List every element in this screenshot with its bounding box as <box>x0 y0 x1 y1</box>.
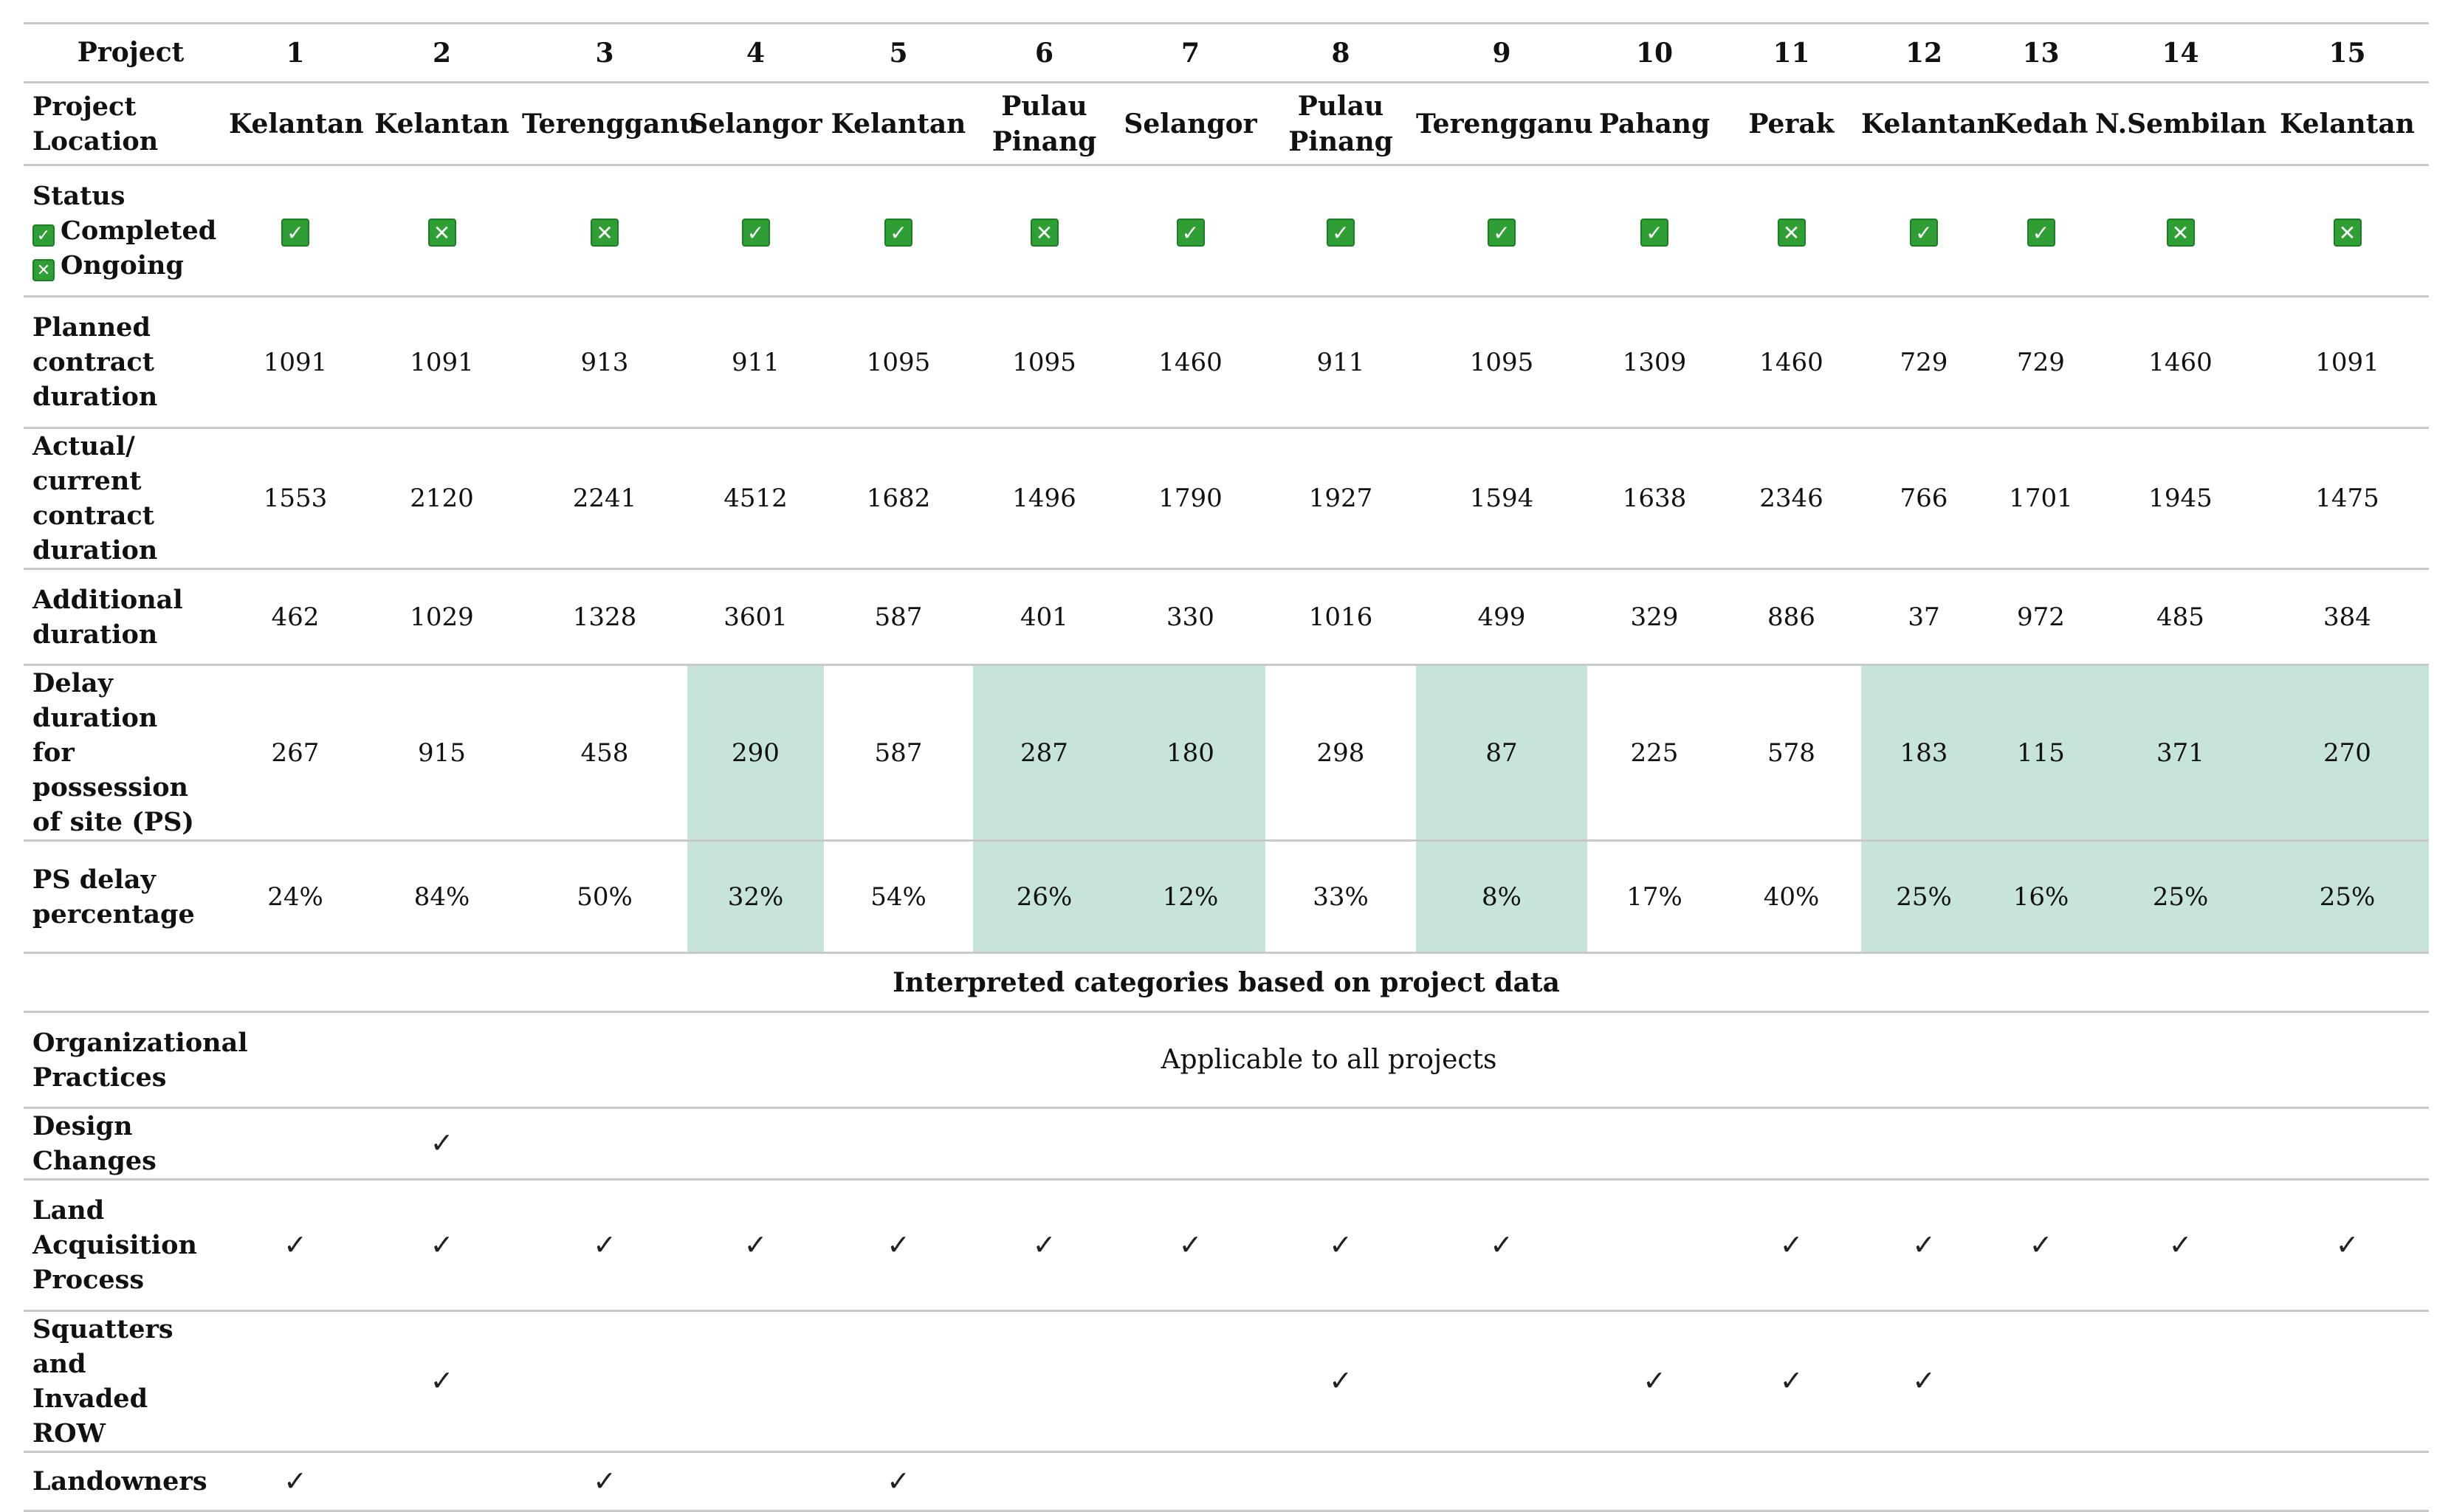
project-number: 2 <box>432 37 452 69</box>
squatters-cell <box>1416 1311 1587 1452</box>
project-location: Kelantan <box>831 108 966 140</box>
org-practices-merged-cell: Applicable to all projects <box>1161 1044 1497 1075</box>
checkbox-checked-icon: ✓ <box>281 219 309 247</box>
project-location: Pahang <box>1598 108 1711 140</box>
project-location: Selangor <box>1124 108 1257 140</box>
actual-duration-cell: 4512 <box>723 484 788 513</box>
additional-duration-cell: 1328 <box>572 602 637 632</box>
delay-ps-cell: 290 <box>687 665 824 841</box>
land-acquisition-cell <box>362 1180 522 1311</box>
project-number: 4 <box>746 37 766 69</box>
squatters-cell <box>229 1311 362 1452</box>
project-location: Terengganu <box>522 108 699 140</box>
planned-duration-row <box>24 297 2429 428</box>
checkmark-icon: ✓ <box>887 1228 910 1261</box>
land-acquisition-cell <box>2266 1180 2429 1311</box>
land-acquisition-cell <box>1861 1180 1987 1311</box>
delay-ps-cell: 183 <box>1861 665 1987 841</box>
status-row <box>24 165 2429 297</box>
planned-duration-cell: 911 <box>732 347 780 377</box>
project-location: Perak <box>1748 108 1835 140</box>
checkbox-checked-icon: ✓ <box>742 219 770 247</box>
landowners-cell <box>824 1452 973 1511</box>
additional-duration-label <box>24 569 229 665</box>
checkbox-checked-icon: ✓ <box>1177 219 1205 247</box>
actual-duration-cell: 1553 <box>263 484 328 513</box>
legend-completed <box>32 213 229 248</box>
status-cell <box>824 165 973 297</box>
actual-duration-label <box>24 428 229 569</box>
location-row <box>24 83 2429 165</box>
land-acquisition-row <box>24 1180 2429 1311</box>
landowners-cell <box>1416 1452 1587 1511</box>
landowners-cell <box>362 1452 522 1511</box>
additional-duration-cell: 1029 <box>410 602 474 632</box>
planned-duration-cell: 1460 <box>1759 347 1823 377</box>
project-location: Kelantan <box>229 108 364 140</box>
design-changes-cell <box>1987 1108 2095 1180</box>
project-location: Pulau Pinang <box>991 90 1097 157</box>
status-cell <box>2095 165 2266 297</box>
project-location: Pulau Pinang <box>1288 90 1393 157</box>
label-line: Invaded ROW <box>32 1384 148 1449</box>
checkbox-checked-icon: ✓ <box>1640 219 1668 247</box>
label-line: for possession <box>32 738 188 803</box>
checkbox-cross-icon: ✕ <box>2334 219 2362 247</box>
status-cell <box>687 165 824 297</box>
land-acquisition-cell <box>1722 1180 1861 1311</box>
land-acquisition-cell <box>1416 1180 1587 1311</box>
checkmark-icon: ✓ <box>2168 1228 2193 1261</box>
checkmark-icon: ✓ <box>887 1464 910 1497</box>
checkbox-checked-icon: ✓ <box>2027 219 2055 247</box>
checkmark-icon: ✓ <box>1643 1364 1666 1397</box>
planned-duration-cell: 1309 <box>1622 347 1687 377</box>
actual-duration-cell: 1701 <box>2009 484 2073 513</box>
checkmark-icon: ✓ <box>430 1364 454 1397</box>
land-acquisition-cell <box>973 1180 1116 1311</box>
ps-percentage-cell: 17% <box>1626 882 1682 912</box>
actual-duration-cell: 1682 <box>866 484 931 513</box>
project-number: 1 <box>286 37 305 69</box>
project-number: 8 <box>1331 37 1350 69</box>
project-delay-table-container <box>24 22 2429 1512</box>
actual-duration-cell: 1927 <box>1308 484 1373 513</box>
land-acquisition-cell <box>687 1180 824 1311</box>
landowners-cell <box>2095 1452 2266 1511</box>
label-line: duration <box>32 619 158 650</box>
project-location: Kelantan <box>374 108 509 140</box>
project-number: 10 <box>1635 37 1674 69</box>
status-cell <box>229 165 362 297</box>
legend-ongoing-label: Ongoing <box>61 250 184 281</box>
label-line: duration <box>32 382 158 412</box>
delay-ps-cell: 270 <box>2266 665 2429 841</box>
checkmark-icon: ✓ <box>1032 1228 1056 1261</box>
additional-duration-cell: 330 <box>1166 602 1214 632</box>
project-location: Kelantan <box>1861 108 1996 140</box>
checkmark-icon: ✓ <box>1779 1228 1804 1261</box>
landowners-cell <box>2266 1452 2429 1511</box>
legend-completed-label: Completed <box>61 216 217 246</box>
additional-duration-cell: 485 <box>2156 602 2204 632</box>
design-changes-cell <box>2266 1108 2429 1180</box>
ps-percentage-cell: 50% <box>577 882 633 912</box>
ps-percentage-label <box>24 841 229 953</box>
ps-percentage-cell: 32% <box>687 841 824 953</box>
actual-duration-row <box>24 428 2429 569</box>
checkmark-icon: ✓ <box>1912 1228 1936 1261</box>
additional-duration-row <box>24 569 2429 665</box>
checkmark-icon: ✓ <box>593 1228 616 1261</box>
label-line: Additional <box>32 584 183 615</box>
checkmark-icon: ✓ <box>430 1127 454 1159</box>
delay-ps-cell: 87 <box>1416 665 1587 841</box>
actual-duration-cell: 2241 <box>572 484 637 513</box>
project-location: Selangor <box>689 108 822 140</box>
design-changes-cell <box>1416 1108 1587 1180</box>
delay-ps-cell: 287 <box>973 665 1116 841</box>
actual-duration-cell: 1496 <box>1012 484 1076 513</box>
label-line: Organizational <box>32 1027 248 1058</box>
planned-duration-cell: 1460 <box>1158 347 1223 377</box>
planned-duration-cell: 1460 <box>2148 347 2213 377</box>
checkbox-cross-icon: ✕ <box>1778 219 1806 247</box>
design-changes-cell <box>2095 1108 2266 1180</box>
land-acquisition-cell <box>1587 1180 1722 1311</box>
squatters-cell <box>973 1311 1116 1452</box>
delay-ps-cell: 915 <box>418 738 466 768</box>
squatters-row <box>24 1311 2429 1452</box>
design-changes-cell <box>522 1108 687 1180</box>
project-number: 11 <box>1773 37 1810 69</box>
ps-percentage-cell: 25% <box>2095 841 2266 953</box>
label-line: Practices <box>32 1062 167 1093</box>
checkmark-icon: ✓ <box>1490 1228 1513 1261</box>
planned-duration-cell: 729 <box>1900 347 1948 377</box>
squatters-cell <box>2095 1311 2266 1452</box>
landowners-cell <box>1587 1452 1722 1511</box>
project-location: N.Sembilan <box>2095 108 2267 140</box>
planned-duration-cell: 1091 <box>410 347 474 377</box>
label-line: Delay duration <box>32 668 158 733</box>
additional-duration-cell: 1016 <box>1308 602 1373 632</box>
planned-duration-cell: 729 <box>2017 347 2065 377</box>
landowners-cell <box>973 1452 1116 1511</box>
design-changes-cell <box>687 1108 824 1180</box>
delay-ps-cell: 578 <box>1767 738 1815 768</box>
status-cell <box>1587 165 1722 297</box>
squatters-cell <box>522 1311 687 1452</box>
actual-duration-cell: 1475 <box>2315 484 2379 513</box>
checkbox-cross-icon: ✕ <box>428 219 456 247</box>
design-changes-cell <box>1265 1108 1416 1180</box>
ps-percentage-cell: 84% <box>413 882 470 912</box>
delay-ps-label <box>24 665 229 841</box>
landowners-cell <box>1861 1452 1987 1511</box>
planned-duration-cell: 1095 <box>1469 347 1534 377</box>
categories-caption-row <box>24 953 2429 1012</box>
project-location: Kedah <box>1993 108 2089 140</box>
landowners-cell <box>1987 1452 2095 1511</box>
label-line: Squatters and <box>32 1314 173 1379</box>
checkmark-icon: ✓ <box>2335 1228 2359 1261</box>
checkmark-icon: ✓ <box>1779 1364 1804 1397</box>
landowners-label: Landowners <box>32 1466 207 1496</box>
checkmark-icon: ✓ <box>1178 1228 1203 1261</box>
org-practices-label <box>24 1012 248 1108</box>
additional-duration-cell: 384 <box>2323 602 2371 632</box>
land-acquisition-cell <box>1987 1180 2095 1311</box>
delay-ps-cell: 180 <box>1116 665 1265 841</box>
delay-ps-cell: 115 <box>1987 665 2095 841</box>
squatters-cell <box>2266 1311 2429 1452</box>
status-label-cell <box>24 165 229 297</box>
checkbox-cross-icon: ✕ <box>32 259 55 281</box>
project-number: 9 <box>1492 37 1511 69</box>
delay-ps-cell: 458 <box>580 738 629 768</box>
squatters-cell <box>687 1311 824 1452</box>
landowners-cell <box>229 1452 362 1511</box>
land-acquisition-cell <box>2095 1180 2266 1311</box>
status-cell <box>522 165 687 297</box>
status-cell <box>1722 165 1861 297</box>
planned-duration-cell: 1091 <box>2315 347 2379 377</box>
actual-duration-cell: 2346 <box>1759 484 1823 513</box>
design-changes-cell <box>1116 1108 1265 1180</box>
land-acquisition-label <box>24 1180 229 1311</box>
status-cell <box>973 165 1116 297</box>
ps-percentage-cell: 40% <box>1763 882 1820 912</box>
planned-duration-cell: 911 <box>1316 347 1365 377</box>
delay-ps-cell: 371 <box>2095 665 2266 841</box>
ps-percentage-cell: 33% <box>1313 882 1369 912</box>
ps-percentage-cell: 54% <box>870 882 927 912</box>
squatters-cell <box>824 1311 973 1452</box>
project-number: 3 <box>595 37 614 69</box>
project-delay-table <box>24 22 2429 1512</box>
planned-duration-label <box>24 297 229 428</box>
ps-percentage-cell: 24% <box>267 882 323 912</box>
checkmark-icon: ✓ <box>1329 1364 1352 1397</box>
project-number: 14 <box>2162 37 2199 69</box>
project-number: 6 <box>1034 37 1054 69</box>
additional-duration-cell: 972 <box>2017 602 2065 632</box>
design-changes-label: Design Changes <box>32 1111 157 1176</box>
project-number: 15 <box>2328 37 2366 69</box>
design-changes-row <box>24 1108 2429 1180</box>
checkbox-cross-icon: ✕ <box>2167 219 2195 247</box>
checkmark-icon: ✓ <box>283 1464 307 1497</box>
project-number: 12 <box>1905 37 1943 69</box>
actual-duration-cell: 1945 <box>2148 484 2213 513</box>
squatters-cell <box>1587 1311 1722 1452</box>
checkmark-icon: ✓ <box>2029 1228 2053 1261</box>
checkmark-icon: ✓ <box>743 1228 768 1261</box>
label-line: PS delay <box>32 864 156 895</box>
checkbox-checked-icon: ✓ <box>1327 219 1355 247</box>
status-cell <box>362 165 522 297</box>
delay-ps-cell: 225 <box>1630 738 1679 768</box>
actual-duration-cell: 766 <box>1900 484 1948 513</box>
org-practices-row <box>24 1012 2429 1108</box>
label-line: of site (PS) <box>32 807 194 837</box>
ps-percentage-cell: 12% <box>1116 841 1265 953</box>
status-label: Status <box>32 181 126 211</box>
label-line: Process <box>32 1265 145 1295</box>
squatters-cell <box>1722 1311 1861 1452</box>
checkbox-checked-icon: ✓ <box>884 219 912 247</box>
land-acquisition-cell <box>229 1180 362 1311</box>
planned-duration-cell: 913 <box>580 347 629 377</box>
checkmark-icon: ✓ <box>283 1228 307 1261</box>
planned-duration-cell: 1091 <box>263 347 328 377</box>
landowners-cell <box>522 1452 687 1511</box>
planned-duration-cell: 1095 <box>1012 347 1076 377</box>
ps-percentage-row <box>24 841 2429 953</box>
additional-duration-cell: 587 <box>874 602 923 632</box>
label-line: duration <box>32 535 158 566</box>
delay-ps-cell: 298 <box>1316 738 1365 768</box>
status-cell <box>1861 165 1987 297</box>
ps-percentage-cell: 16% <box>1987 841 2095 953</box>
label-line: Planned <box>32 312 151 343</box>
actual-duration-cell: 1638 <box>1622 484 1687 513</box>
checkbox-cross-icon: ✕ <box>1031 219 1059 247</box>
label-line: contract <box>32 501 154 531</box>
design-changes-cell <box>362 1108 522 1180</box>
additional-duration-cell: 3601 <box>723 602 788 632</box>
squatters-cell <box>1116 1311 1265 1452</box>
status-cell <box>1116 165 1265 297</box>
additional-duration-cell: 462 <box>271 602 320 632</box>
ps-percentage-cell: 25% <box>1861 841 1987 953</box>
delay-ps-cell: 267 <box>271 738 320 768</box>
delay-ps-cell: 587 <box>874 738 923 768</box>
project-number: 13 <box>2022 37 2060 69</box>
landowners-cell <box>687 1452 824 1511</box>
checkbox-checked-icon: ✓ <box>1488 219 1516 247</box>
squatters-cell <box>1861 1311 1987 1452</box>
ps-percentage-cell: 8% <box>1416 841 1587 953</box>
land-acquisition-cell <box>522 1180 687 1311</box>
landowners-row <box>24 1452 2429 1511</box>
project-number: 7 <box>1180 37 1200 69</box>
actual-duration-cell: 1594 <box>1469 484 1534 513</box>
design-changes-cell <box>1722 1108 1861 1180</box>
design-changes-cell <box>824 1108 973 1180</box>
label-line: contract <box>32 347 154 377</box>
label-line: Acquisition <box>32 1230 197 1260</box>
design-changes-cell <box>973 1108 1116 1180</box>
ps-percentage-cell: 25% <box>2266 841 2429 953</box>
planned-duration-cell: 1095 <box>866 347 931 377</box>
actual-duration-cell: 1790 <box>1158 484 1223 513</box>
checkmark-icon: ✓ <box>1329 1228 1352 1261</box>
project-location: Terengganu <box>1416 108 1593 140</box>
actual-duration-cell: 2120 <box>410 484 474 513</box>
status-cell <box>1416 165 1587 297</box>
project-header-label: Project <box>77 37 185 68</box>
additional-duration-cell: 886 <box>1767 602 1815 632</box>
checkbox-checked-icon: ✓ <box>1910 219 1938 247</box>
additional-duration-cell: 37 <box>1908 602 1940 632</box>
land-acquisition-cell <box>1265 1180 1416 1311</box>
status-cell <box>1265 165 1416 297</box>
categories-caption: Interpreted categories based on project data <box>893 966 1560 998</box>
design-changes-cell <box>1587 1108 1722 1180</box>
project-number: 5 <box>889 37 908 69</box>
checkmark-icon: ✓ <box>593 1464 616 1497</box>
squatters-cell <box>362 1311 522 1452</box>
additional-duration-cell: 329 <box>1630 602 1679 632</box>
landowners-cell <box>1116 1452 1265 1511</box>
additional-duration-cell: 401 <box>1020 602 1068 632</box>
design-changes-cell <box>229 1108 362 1180</box>
landowners-cell <box>1722 1452 1861 1511</box>
header-row <box>24 24 2429 83</box>
delay-ps-row <box>24 665 2429 841</box>
design-changes-cell <box>1861 1108 1987 1180</box>
checkmark-icon: ✓ <box>430 1228 454 1261</box>
landowners-cell <box>1265 1452 1416 1511</box>
status-cell <box>1987 165 2095 297</box>
squatters-cell <box>1987 1311 2095 1452</box>
checkmark-icon: ✓ <box>1912 1364 1936 1397</box>
ps-percentage-cell: 26% <box>973 841 1116 953</box>
label-line: percentage <box>32 898 195 929</box>
legend-ongoing <box>32 248 229 283</box>
squatters-cell <box>1265 1311 1416 1452</box>
squatters-label <box>24 1311 229 1452</box>
location-label: Project Location <box>32 91 159 157</box>
project-location: Kelantan <box>2280 108 2415 140</box>
status-cell <box>2266 165 2429 297</box>
label-line: Actual/ current <box>32 431 142 496</box>
checkbox-cross-icon: ✕ <box>591 219 619 247</box>
label-line: Land <box>32 1195 105 1226</box>
checkbox-checked-icon: ✓ <box>32 224 55 247</box>
land-acquisition-cell <box>1116 1180 1265 1311</box>
additional-duration-cell: 499 <box>1477 602 1526 632</box>
land-acquisition-cell <box>824 1180 973 1311</box>
